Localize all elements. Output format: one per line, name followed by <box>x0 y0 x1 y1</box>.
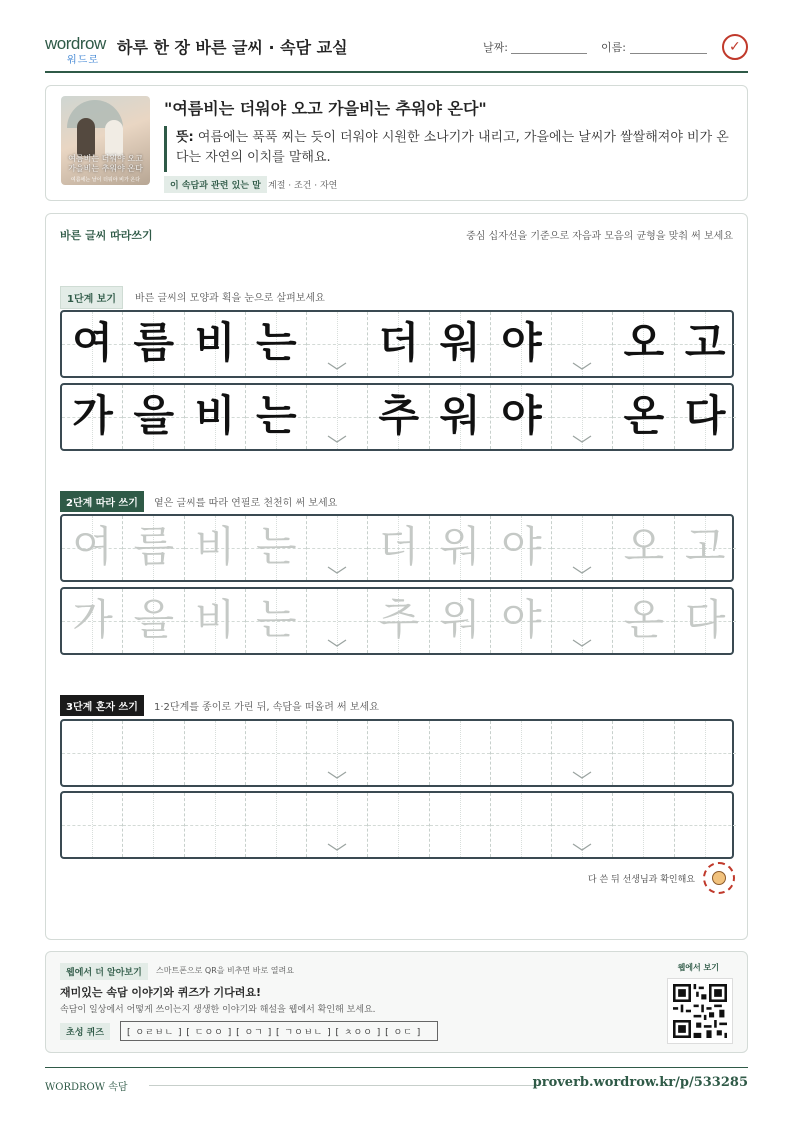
writing-row <box>60 310 734 378</box>
writing-cell[interactable] <box>185 516 246 580</box>
spacing-cell <box>307 385 368 449</box>
letter-glyph: 야 <box>501 391 542 440</box>
letter-glyph: 비 <box>194 522 236 571</box>
spacing-cell[interactable] <box>307 516 368 580</box>
practice-panel <box>45 213 748 940</box>
teacher-stamp-icon <box>703 862 735 894</box>
letter-glyph: 추 <box>378 595 420 644</box>
spacing-cell[interactable] <box>307 589 368 653</box>
proverb-illustration: 여름비는 더워야 오고 가을비는 추워야 온다 여름에는 날이 더워야 비가 온다 <box>61 96 150 185</box>
space-mark-icon <box>572 362 592 370</box>
writing-cell[interactable] <box>675 516 736 580</box>
writing-cell[interactable] <box>613 589 674 653</box>
writing-cell[interactable] <box>430 793 491 857</box>
web-description: 속담이 일상에서 어떻게 쓰이는지 생생한 이야기와 해설을 웹에서 확인해 보세요. <box>60 1005 376 1015</box>
letter-glyph: 오 <box>623 522 665 571</box>
space-mark-icon <box>572 639 592 647</box>
letter-glyph: 워 <box>439 595 481 644</box>
letter-glyph: 야 <box>501 318 542 367</box>
writing-cell[interactable] <box>62 793 123 857</box>
letter-glyph: 비 <box>194 595 236 644</box>
writing-cell[interactable] <box>123 793 184 857</box>
writing-cell <box>123 385 184 449</box>
letter-glyph: 온 <box>623 391 665 440</box>
writing-cell <box>613 385 674 449</box>
writing-cell[interactable] <box>123 516 184 580</box>
letter-glyph: 워 <box>439 318 481 367</box>
page-header <box>45 28 748 73</box>
letter-glyph: 온 <box>623 595 665 644</box>
page-footer <box>45 1067 748 1091</box>
proverb-meaning: 뜻: 여름에는 푹푹 찌는 듯이 더워야 시원한 소나기가 내리고, 가을에는 날씨가 쌀쌀해져야 비가 온다는 자연의 이치를 말해요. <box>176 130 729 165</box>
writing-cell <box>185 312 246 376</box>
writing-cell <box>62 385 123 449</box>
letter-glyph: 고 <box>684 522 726 571</box>
writing-cell[interactable] <box>368 516 429 580</box>
web-see-label: 웹에서 보기 <box>677 963 719 972</box>
proverb-text: "여름비는 더워야 오고 가을비는 추워야 온다" <box>164 99 487 118</box>
letter-glyph: 더 <box>378 522 420 571</box>
letter-glyph: 비 <box>194 318 236 367</box>
writing-cell[interactable] <box>62 721 123 785</box>
writing-cell <box>246 385 307 449</box>
spacing-cell[interactable] <box>552 589 613 653</box>
letter-glyph: 가 <box>72 595 113 644</box>
writing-cell[interactable] <box>491 721 552 785</box>
letter-glyph: 는 <box>256 595 297 644</box>
spacing-cell <box>307 312 368 376</box>
spacing-cell[interactable] <box>307 721 368 785</box>
web-info-card <box>45 951 748 1053</box>
writing-cell[interactable] <box>246 516 307 580</box>
space-mark-icon <box>327 843 347 851</box>
writing-cell <box>430 385 491 449</box>
step3-text: 1·2단계를 종이로 가린 뒤, 속담을 떠올려 써 보세요 <box>154 702 379 713</box>
space-mark-icon <box>572 435 592 443</box>
writing-cell[interactable] <box>430 516 491 580</box>
space-mark-icon <box>572 566 592 574</box>
letter-glyph: 더 <box>378 318 420 367</box>
letter-glyph: 고 <box>684 318 726 367</box>
spacing-cell[interactable] <box>552 793 613 857</box>
date-label: 날짜: <box>483 41 508 54</box>
chosung-quiz: [ ㅇㄹㅂㄴ ] [ ㄷㅇㅇ ] [ ㅇㄱ ] [ ㄱㅇㅂㄴ ] [ ㅊㅇㅇ ] [ ㅇㄷ ] <box>120 1021 438 1041</box>
space-mark-icon <box>327 435 347 443</box>
letter-glyph: 여 <box>72 318 113 367</box>
letter-glyph: 여 <box>72 522 113 571</box>
spacing-cell <box>552 312 613 376</box>
writing-cell <box>430 312 491 376</box>
writing-cell <box>246 312 307 376</box>
letter-glyph: 가 <box>72 391 113 440</box>
letter-glyph: 야 <box>501 595 542 644</box>
step3-label: 3단계 혼자 쓰기 <box>60 695 144 716</box>
writing-cell[interactable] <box>430 589 491 653</box>
writing-cell[interactable] <box>675 793 736 857</box>
writing-cell[interactable] <box>123 721 184 785</box>
blank-writing-row[interactable] <box>60 719 734 787</box>
footer-url[interactable]: proverb.wordrow.kr/p/533285 <box>532 1075 748 1090</box>
space-mark-icon <box>572 843 592 851</box>
name-field[interactable] <box>630 53 707 54</box>
step1-label: 1단계 보기 <box>60 286 123 309</box>
writing-cell[interactable] <box>368 721 429 785</box>
footer-divider <box>149 1085 538 1086</box>
writing-cell[interactable] <box>675 721 736 785</box>
tracing-row[interactable] <box>60 587 734 655</box>
letter-glyph: 는 <box>256 391 297 440</box>
writing-cell[interactable] <box>613 793 674 857</box>
name-label: 이름: <box>601 41 626 54</box>
writing-cell[interactable] <box>185 793 246 857</box>
letter-glyph: 는 <box>256 522 297 571</box>
step2-label: 2단계 따라 쓰기 <box>60 491 144 512</box>
page-title: 하루 한 장 바른 글씨 · 속담 교실 <box>117 38 348 57</box>
writing-cell[interactable] <box>62 589 123 653</box>
space-mark-icon <box>327 639 347 647</box>
writing-cell <box>491 312 552 376</box>
writing-cell[interactable] <box>491 516 552 580</box>
practice-title: 바른 글씨 따라쓰기 <box>60 229 153 242</box>
web-sub: 스마트폰으로 QR을 비추면 바로 열려요 <box>156 966 294 975</box>
letter-glyph: 는 <box>256 318 297 367</box>
spacing-cell <box>552 385 613 449</box>
writing-cell[interactable] <box>62 516 123 580</box>
letter-glyph: 을 <box>133 595 175 644</box>
writing-cell[interactable] <box>613 516 674 580</box>
related-tag: 이 속담과 관련 있는 말 <box>164 176 267 193</box>
letter-glyph: 다 <box>684 595 726 644</box>
proverb-card <box>45 85 748 201</box>
space-mark-icon <box>572 771 592 779</box>
writing-cell[interactable] <box>246 793 307 857</box>
writing-cell[interactable] <box>430 721 491 785</box>
web-tag: 웹에서 더 알아보기 <box>60 963 148 980</box>
space-mark-icon <box>327 362 347 370</box>
space-mark-icon <box>327 566 347 574</box>
writing-cell <box>491 385 552 449</box>
writing-cell <box>675 385 736 449</box>
spacing-cell[interactable] <box>552 721 613 785</box>
writing-cell[interactable] <box>246 721 307 785</box>
writing-cell[interactable] <box>368 793 429 857</box>
spacing-cell[interactable] <box>307 793 368 857</box>
letter-glyph: 다 <box>684 391 726 440</box>
letter-glyph: 워 <box>439 522 481 571</box>
meaning-accent-bar <box>164 126 167 172</box>
date-field[interactable] <box>511 53 587 54</box>
step1-text: 바른 글씨의 모양과 획을 눈으로 살펴보세요 <box>135 293 325 304</box>
writing-cell[interactable] <box>491 589 552 653</box>
writing-cell <box>613 312 674 376</box>
writing-cell[interactable] <box>675 589 736 653</box>
letter-glyph: 름 <box>133 318 175 367</box>
letter-glyph: 추 <box>378 391 420 440</box>
check-stamp-icon: ✓ <box>722 34 748 60</box>
letter-glyph: 워 <box>439 391 481 440</box>
writing-cell[interactable] <box>491 793 552 857</box>
writing-cell[interactable] <box>185 589 246 653</box>
space-mark-icon <box>327 771 347 779</box>
writing-cell <box>368 385 429 449</box>
teacher-note: 다 쓴 뒤 선생님과 확인해요 <box>587 875 695 885</box>
blank-writing-row[interactable] <box>60 791 734 859</box>
letter-glyph: 비 <box>194 391 236 440</box>
related-words: 계절 · 조건 · 자연 <box>268 181 338 191</box>
writing-cell[interactable] <box>368 589 429 653</box>
qr-code-icon[interactable] <box>667 978 733 1044</box>
writing-cell <box>675 312 736 376</box>
step2-text: 옅은 글씨를 따라 연필로 천천히 써 보세요 <box>154 498 338 509</box>
wordrow-logo: wordrow 워드로 <box>45 34 106 66</box>
writing-cell <box>62 312 123 376</box>
writing-cell[interactable] <box>185 721 246 785</box>
writing-cell[interactable] <box>246 589 307 653</box>
letter-glyph: 름 <box>133 522 175 571</box>
quiz-label: 초성 퀴즈 <box>60 1023 110 1040</box>
writing-cell[interactable] <box>613 721 674 785</box>
writing-cell <box>123 312 184 376</box>
footer-brand: WORDROW 속담 <box>45 1082 128 1093</box>
letter-glyph: 을 <box>133 391 175 440</box>
writing-cell[interactable] <box>123 589 184 653</box>
writing-row <box>60 383 734 451</box>
practice-hint: 중심 십자선을 기준으로 자음과 모음의 균형을 맞춰 써 보세요 <box>466 231 733 242</box>
writing-cell <box>185 385 246 449</box>
tracing-row[interactable] <box>60 514 734 582</box>
writing-cell <box>368 312 429 376</box>
letter-glyph: 오 <box>623 318 665 367</box>
letter-glyph: 야 <box>501 522 542 571</box>
spacing-cell[interactable] <box>552 516 613 580</box>
web-headline: 재미있는 속담 이야기와 퀴즈가 기다려요! <box>60 986 261 999</box>
